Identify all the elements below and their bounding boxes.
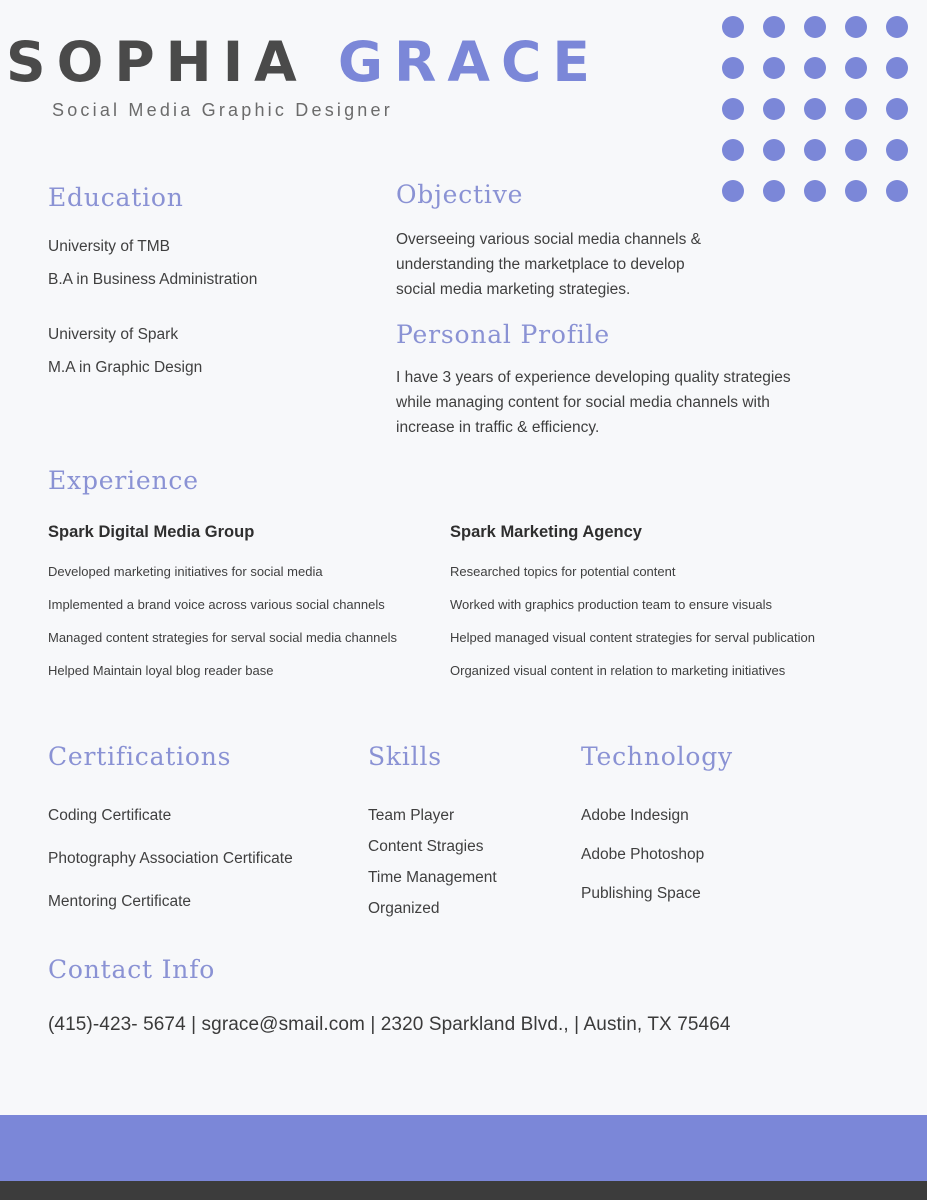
technology-section: [581, 742, 841, 920]
certification-item: Coding Certificate: [48, 807, 172, 824]
spacer: [48, 300, 358, 322]
circle-dot-icon: [886, 139, 908, 161]
circle-dot-icon: [845, 98, 867, 120]
footer-accent-bar: [0, 1115, 927, 1181]
personal-profile-text: I have 3 years of experience developing quality strategies while managing content for social media channels with increase in traffic & efficiency.: [396, 369, 791, 436]
contact-heading: Contact Info: [48, 955, 216, 984]
objective-section: [396, 180, 726, 302]
certification-item: Photography Association Certificate: [48, 850, 293, 867]
circle-dot-icon: [886, 98, 908, 120]
circle-dot-icon: [886, 57, 908, 79]
circle-dot-icon: [845, 57, 867, 79]
experience-job-title: Spark Digital Media Group: [48, 523, 255, 541]
certification-item: Mentoring Certificate: [48, 893, 192, 910]
certifications-section: [48, 742, 348, 932]
experience-bullet: Helped Maintain loyal blog reader base: [48, 663, 274, 678]
technology-item: Publishing Space: [581, 885, 701, 902]
experience-bullet: Organized visual content in relation to marketing initiatives: [450, 663, 786, 678]
skill-item: Content Stragies: [368, 838, 484, 855]
full-name: [6, 30, 601, 94]
education-entry: B.A in Business Administration: [48, 271, 258, 288]
personal-profile-heading: Personal Profile: [396, 320, 610, 349]
skill-item: Team Player: [368, 807, 455, 824]
experience-job-title: Spark Marketing Agency: [450, 523, 642, 541]
circle-dot-icon: [722, 16, 744, 38]
experience-job: [450, 523, 870, 696]
circle-dot-icon: [722, 57, 744, 79]
experience-bullet: Researched topics for potential content: [450, 564, 676, 579]
circle-dot-icon: [722, 98, 744, 120]
circle-dot-icon: [804, 180, 826, 202]
skill-item: Organized: [368, 900, 440, 917]
decorative-dot-grid: [722, 16, 927, 221]
circle-dot-icon: [845, 16, 867, 38]
education-entry: University of TMB: [48, 238, 171, 255]
circle-dot-icon: [886, 16, 908, 38]
skills-section: [368, 742, 568, 927]
job-title-subtitle: Social Media Graphic Designer: [52, 100, 393, 120]
circle-dot-icon: [804, 98, 826, 120]
personal-profile-section: [396, 320, 816, 440]
contact-details: (415)-423- 5674 | sgrace@smail.com | 2320 Sparkland Blvd., | Austin, TX 75464: [48, 1014, 731, 1035]
circle-dot-icon: [845, 180, 867, 202]
certifications-heading: Certifications: [48, 742, 232, 771]
first-name: SOPHIA: [6, 30, 308, 94]
education-heading: Education: [48, 183, 184, 212]
circle-dot-icon: [763, 98, 785, 120]
experience-heading: Experience: [48, 466, 199, 495]
education-section: [48, 183, 358, 388]
circle-dot-icon: [763, 16, 785, 38]
circle-dot-icon: [804, 57, 826, 79]
technology-item: Adobe Photoshop: [581, 846, 705, 863]
experience-bullet: Developed marketing initiatives for social media: [48, 564, 323, 579]
last-name: GRACE: [337, 30, 601, 94]
experience-bullet: Implemented a brand voice across various social channels: [48, 597, 385, 612]
experience-job: [48, 523, 450, 696]
circle-dot-icon: [804, 139, 826, 161]
objective-text: Overseeing various social media channels & understanding the marketplace to develop social media marketing strategies.: [396, 231, 701, 298]
resume-header: [0, 0, 927, 140]
technology-item: Adobe Indesign: [581, 807, 689, 824]
experience-columns: [48, 523, 878, 696]
circle-dot-icon: [804, 16, 826, 38]
skill-item: Time Management: [368, 869, 497, 886]
experience-section: [48, 466, 878, 696]
circle-dot-icon: [886, 180, 908, 202]
circle-dot-icon: [763, 139, 785, 161]
contact-section: [48, 955, 888, 1036]
experience-bullet: Managed content strategies for serval social media channels: [48, 630, 398, 645]
circle-dot-icon: [845, 139, 867, 161]
experience-bullet: Worked with graphics production team to ensure visuals: [450, 597, 773, 612]
skills-heading: Skills: [368, 742, 442, 771]
footer-dark-strip: [0, 1181, 927, 1200]
circle-dot-icon: [763, 57, 785, 79]
circle-dot-icon: [722, 139, 744, 161]
technology-heading: Technology: [581, 742, 733, 771]
circle-dot-icon: [763, 180, 785, 202]
education-entry: M.A in Graphic Design: [48, 359, 203, 376]
education-entry: University of Spark: [48, 326, 179, 343]
experience-bullet: Helped managed visual content strategies for serval publication: [450, 630, 815, 645]
objective-heading: Objective: [396, 180, 524, 209]
